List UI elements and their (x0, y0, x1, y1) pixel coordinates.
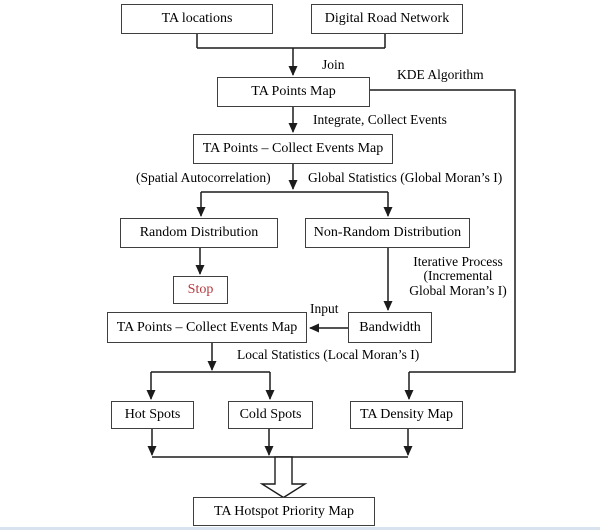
node-cold-spots: Cold Spots (228, 401, 313, 429)
block-arrow-down (262, 457, 305, 498)
edge-label-global-statistics: Global Statistics (Global Moran’s I) (308, 170, 503, 185)
node-non-random-distribution: Non-Random Distribution (305, 218, 470, 248)
edge-label-kde-algorithm: KDE Algorithm (397, 67, 484, 82)
node-ta-hotspot-priority-map: TA Hotspot Priority Map (193, 497, 375, 526)
node-ta-points-collect-events-map-1: TA Points – Collect Events Map (193, 134, 393, 164)
edge-label-input: Input (310, 301, 339, 316)
node-ta-points-map: TA Points Map (217, 77, 370, 107)
edge-label-iterative-process (398, 255, 518, 298)
node-random-distribution: Random Distribution (120, 218, 278, 248)
edge-label-local-statistics: Local Statistics (Local Moran’s I) (237, 347, 420, 362)
edge-label-iterative-process-line1: Iterative Process (413, 254, 503, 269)
node-ta-points-collect-events-map-2: TA Points – Collect Events Map (107, 312, 307, 343)
edge-label-iterative-process-line2: (Incremental (423, 268, 493, 284)
node-hot-spots: Hot Spots (111, 401, 194, 429)
node-ta-density-map: TA Density Map (350, 401, 463, 429)
edge-label-iterative-process-line3: Global Moran’s I) (409, 282, 507, 298)
edge-label-join: Join (322, 57, 345, 72)
node-digital-road-network: Digital Road Network (311, 4, 463, 34)
bottom-edge-strip (0, 527, 600, 530)
join-merge-lines (197, 33, 385, 48)
edge-label-spatial-autocorrelation: (Spatial Autocorrelation) (136, 170, 271, 185)
node-bandwidth: Bandwidth (348, 312, 432, 343)
edge-label-integrate-collect-events: Integrate, Collect Events (313, 112, 447, 127)
node-stop: Stop (173, 276, 228, 304)
node-ta-locations: TA locations (121, 4, 273, 34)
